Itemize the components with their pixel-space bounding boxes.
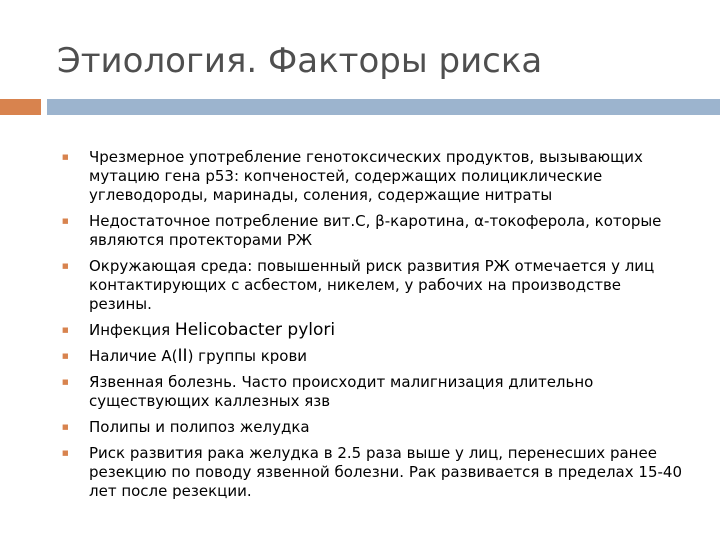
bullet-text: Недостаточное потребление вит.С, β-каротина, α-токоферола, которые являются протекторами РЖ [89,212,662,249]
accent-bar [0,99,41,115]
bullet-item [62,418,687,437]
bullet-text-prefix: Инфекция [89,321,175,339]
square-bullet-icon: ■ [62,378,69,386]
bullet-item [62,148,687,205]
slide-title: Этиология. Факторы риска [57,41,543,81]
bullet-item [62,212,687,250]
bullet-item [62,444,687,501]
bullet-text-prefix: Наличие A( [89,347,178,365]
bullet-item [62,373,687,411]
bullet-text: Полипы и полипоз желудка [89,418,310,436]
bullet-text: Риск развития рака желудка в 2.5 раза выше у лиц, перенесших ранее резекцию по поводу язвенной болезни. Рак развивается в пределах 15-40 лет после резекции. [89,444,682,500]
bullet-text: Окружающая среда: повышенный риск развития РЖ отмечается у лиц контактирующих с асбестом, никелем, у рабочих на производстве резины. [89,257,655,313]
square-bullet-icon: ■ [62,217,69,225]
bullet-list [62,148,687,508]
bullet-text: Язвенная болезнь. Часто происходит малигнизация длительно существующих каллезных язв [89,373,594,410]
square-bullet-icon: ■ [62,153,69,161]
square-bullet-icon: ■ [62,449,69,457]
bullet-item [62,347,687,366]
square-bullet-icon: ■ [62,262,69,270]
bullet-item [62,321,687,340]
square-bullet-icon: ■ [62,423,69,431]
bacterium-name: Helicobacter pylori [174,320,336,340]
bullet-item [62,257,687,314]
square-bullet-icon: ■ [62,326,69,334]
square-bullet-icon: ■ [62,352,69,360]
title-underline-bar [47,99,720,115]
bullet-text-suffix: ) группы крови [187,347,308,365]
blood-group-numeral: II [177,346,188,366]
bullet-text: Чрезмерное употребление генотоксических продуктов, вызывающих мутацию гена p53: копченостей, содержащих полициклические углеводороды, маринады, соления, содержащие нитраты [89,148,643,204]
